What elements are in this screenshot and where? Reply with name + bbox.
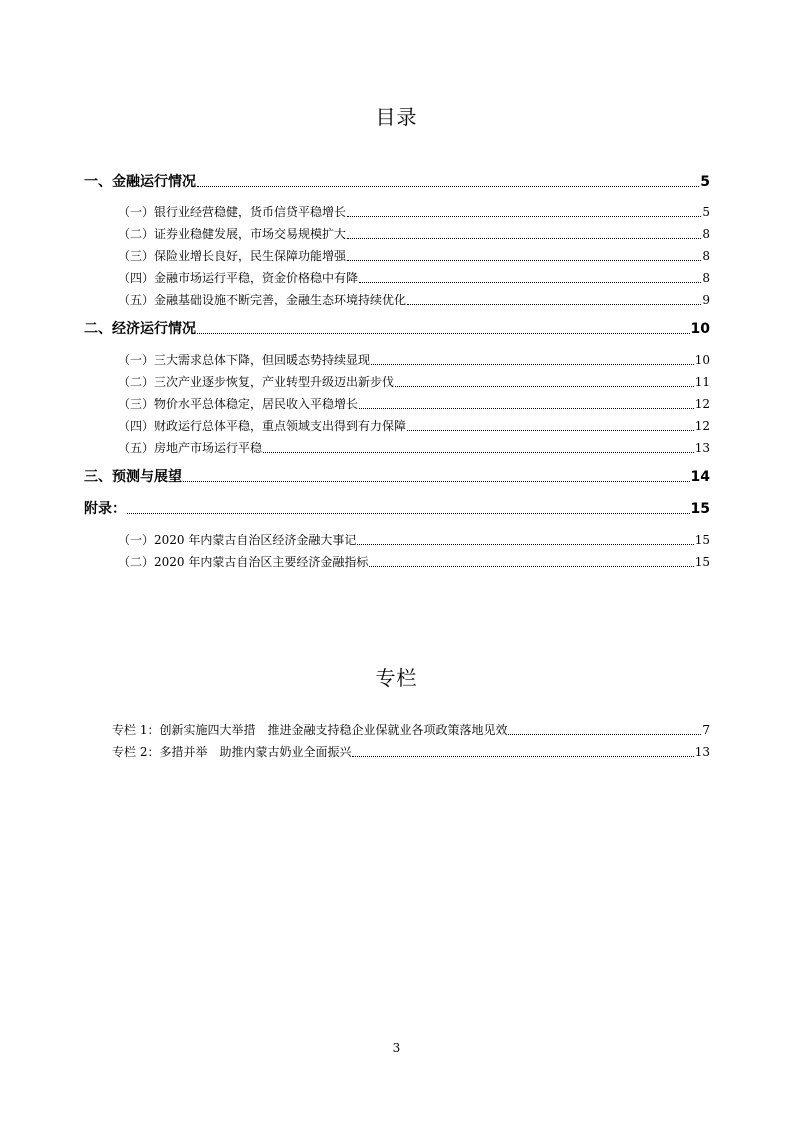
toc-entry-economy[interactable]: [84, 319, 710, 339]
toc-leader-dots: [395, 386, 694, 387]
toc-entry-demand[interactable]: [118, 351, 710, 369]
toc-entry-banking[interactable]: [118, 203, 710, 221]
toc-leader-dots: [197, 333, 690, 334]
toc-entry-indicators[interactable]: [118, 553, 710, 571]
toc-title: 目录: [375, 105, 418, 129]
toc-entry-label: （一）三大需求总体下降，但回暖态势持续显现: [118, 353, 371, 367]
toc-entry-label: （三）物价水平总体稳定，居民收入平稳增长: [118, 397, 359, 411]
toc-entry-page: 10: [690, 321, 710, 337]
toc-entry-page: 13: [694, 441, 710, 455]
toc-entry-page: 11: [694, 375, 710, 389]
column-entry-page: 13: [694, 745, 710, 759]
toc-leader-dots: [371, 364, 694, 365]
toc-entry-label: （二）证券业稳健发展，市场交易规模扩大: [118, 227, 347, 241]
toc-entry-finance[interactable]: [84, 172, 710, 192]
toc-entry-securities[interactable]: [118, 225, 710, 243]
column-entry-label: 专栏 1：创新实施四大举措 推进金融支持稳企业保就业各项政策落地见效: [112, 723, 508, 737]
toc-entry-page: 8: [702, 271, 710, 285]
column-entry-label: 专栏 2：多措并举 助推内蒙古奶业全面振兴: [112, 745, 352, 759]
toc-entry-page: 12: [694, 397, 710, 411]
toc-leader-dots: [197, 186, 699, 187]
toc-entry-chronicle[interactable]: [118, 531, 710, 549]
toc-entry-industry[interactable]: [118, 373, 710, 391]
toc-leader-dots: [407, 430, 694, 431]
toc-entry-page: 10: [694, 353, 710, 367]
toc-entry-page: 15: [694, 533, 710, 547]
toc-entry-insurance[interactable]: [118, 247, 710, 265]
toc-leader-dots: [357, 544, 693, 545]
toc-entry-page: 5: [700, 174, 710, 190]
toc-leader-dots: [352, 756, 693, 757]
toc-entry-label: 附录：: [84, 501, 126, 517]
toc-entry-label: （一）2020 年内蒙古自治区经济金融大事记: [118, 533, 357, 547]
toc-leader-dots: [347, 216, 701, 217]
toc-entry-infrastructure[interactable]: [118, 291, 710, 309]
toc-leader-dots: [347, 260, 701, 261]
toc-leader-dots: [369, 566, 693, 567]
toc-entry-appendix[interactable]: [84, 499, 710, 519]
column-entry-page: 7: [702, 723, 710, 737]
toc-entry-outlook[interactable]: [84, 467, 710, 487]
toc-leader-dots: [183, 481, 690, 482]
toc-leader-dots: [359, 282, 701, 283]
toc-entry-fiscal[interactable]: [118, 417, 710, 435]
toc-entry-label: （一）银行业经营稳健，货币信贷平稳增长: [118, 205, 347, 219]
toc-entry-label: 一、金融运行情况: [84, 174, 196, 190]
column-entry-2[interactable]: [112, 743, 710, 761]
toc-entry-page: 12: [694, 419, 710, 433]
toc-entry-page: 15: [690, 501, 710, 517]
toc-leader-dots: [359, 408, 694, 409]
toc-leader-dots: [508, 734, 701, 735]
toc-entry-label: （三）保险业增长良好，民生保障功能增强: [118, 249, 347, 263]
toc-entry-page: 5: [702, 205, 710, 219]
toc-entry-label: （五）金融基础设施不断完善，金融生态环境持续优化: [118, 293, 407, 307]
toc-entry-label: （四）财政运行总体平稳，重点领域支出得到有力保障: [118, 419, 407, 433]
column-entry-1[interactable]: [112, 721, 710, 739]
toc-leader-dots: [263, 452, 694, 453]
toc-entry-prices[interactable]: [118, 395, 710, 413]
toc-entry-page: 8: [702, 227, 710, 241]
page-number: 3: [392, 1041, 401, 1055]
column-title: 专栏: [375, 666, 418, 690]
toc-entry-label: （二）三次产业逐步恢复，产业转型升级迈出新步伐: [118, 375, 395, 389]
toc-entry-page: 8: [702, 249, 710, 263]
toc-entry-label: 三、预测与展望: [84, 469, 182, 485]
toc-entry-financial-market[interactable]: [118, 269, 710, 287]
toc-leader-dots: [407, 304, 701, 305]
toc-entry-label: （五）房地产市场运行平稳: [118, 441, 263, 455]
toc-leader-dots: [347, 238, 701, 239]
toc-leader-dots: [127, 513, 690, 514]
toc-entry-label: （二）2020 年内蒙古自治区主要经济金融指标: [118, 555, 369, 569]
toc-entry-label: （四）金融市场运行平稳，资金价格稳中有降: [118, 271, 359, 285]
toc-entry-page: 15: [694, 555, 710, 569]
toc-entry-page: 14: [690, 469, 710, 485]
toc-entry-page: 9: [702, 293, 710, 307]
toc-entry-label: 二、经济运行情况: [84, 321, 196, 337]
toc-entry-real-estate[interactable]: [118, 439, 710, 457]
